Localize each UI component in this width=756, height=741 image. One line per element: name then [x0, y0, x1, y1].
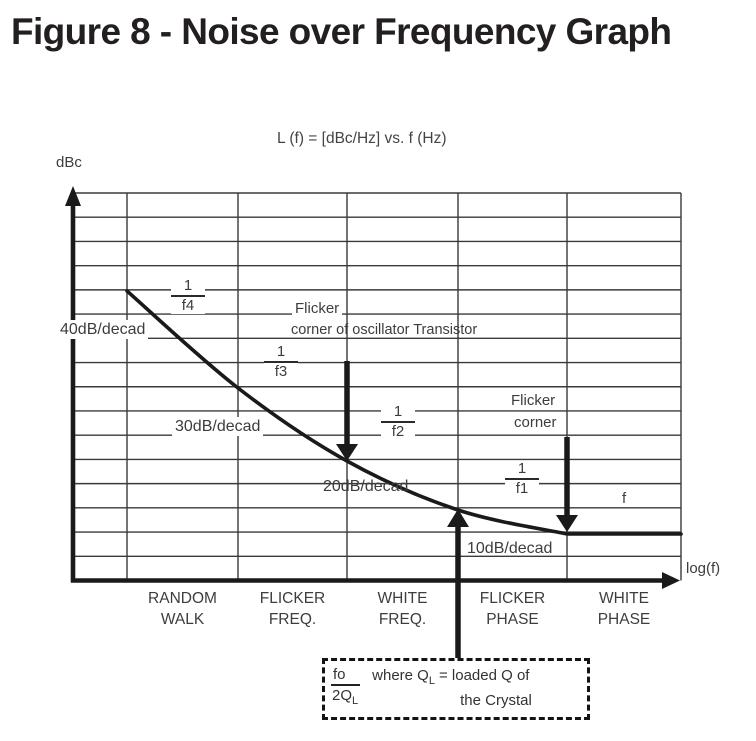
crystal-flicker-corner-arrow: [556, 437, 578, 532]
osc-flicker-corner-line1: Flicker: [292, 300, 342, 318]
callout-fraction-numerator: fo: [331, 666, 360, 686]
fraction-numerator: 1: [505, 461, 539, 480]
region-random-walk: [127, 588, 238, 630]
fo-over-2ql-fraction: [331, 666, 360, 710]
region-label-line1: WHITE: [599, 590, 649, 607]
fraction-denominator: f1: [515, 480, 529, 497]
x-axis: [71, 572, 680, 589]
grid: [73, 193, 681, 581]
fraction-denominator: f3: [274, 363, 288, 380]
crystal-flicker-corner-line2: corner: [511, 414, 560, 432]
power-law-1-over-f2: [381, 404, 415, 440]
x-axis-label: log(f): [686, 560, 721, 577]
region-label-line2: PHASE: [486, 611, 539, 628]
callout-fraction-denominator: $2Q_L$: [332, 687, 359, 707]
crystal-flicker-corner-line1: Flicker: [508, 392, 558, 410]
slope-label-30db: 30dB/decad: [172, 417, 263, 436]
region-label-line1: FLICKER: [259, 590, 326, 607]
fraction-numerator: 1: [264, 344, 298, 363]
chart-subtitle: L (f) = [dBc/Hz] vs. f (Hz): [277, 130, 447, 147]
osc-flicker-corner-line2: corner of oscillator Transistor: [291, 322, 478, 338]
slope-label-40db: 40dB/decad: [57, 320, 148, 339]
fraction-denominator: f4: [181, 297, 195, 314]
slope-label-20db: 20dB/decad: [323, 478, 409, 495]
power-law-1-over-f1: [505, 461, 539, 497]
region-white-phase: [567, 588, 681, 630]
callout-text-line2: the Crystal: [460, 692, 532, 709]
power-law-1-over-f3: [264, 344, 298, 380]
region-label-line1: RANDOM: [148, 590, 217, 607]
y-axis-label: dBc: [56, 154, 82, 171]
callout-text-line1: where $Q_L$ = loaded Q of: [372, 667, 530, 687]
fraction-denominator: f2: [391, 423, 405, 440]
fraction-numerator: 1: [381, 404, 415, 423]
fraction-numerator: 1: [171, 278, 205, 297]
figure-title: Figure 8 - Noise over Frequency Graph: [11, 11, 672, 52]
region-label-line2: WALK: [160, 611, 205, 628]
power-law-f: f: [622, 490, 627, 507]
region-label-line2: PHASE: [597, 611, 651, 628]
region-label-line1: WHITE: [377, 590, 428, 607]
slope-label-10db: 10dB/decad: [467, 540, 553, 557]
y-axis: [65, 186, 81, 583]
region-white-freq: [347, 588, 458, 630]
region-label-line1: FLICKER: [479, 590, 546, 607]
power-law-1-over-f4: [171, 278, 205, 314]
region-flicker-phase: [458, 588, 567, 630]
region-label-line2: FREQ.: [268, 611, 317, 628]
loaded-q-callout-box: [322, 658, 590, 720]
region-label-line2: FREQ.: [378, 611, 427, 628]
callout-text: [372, 666, 532, 710]
region-flicker-freq: [238, 588, 347, 630]
